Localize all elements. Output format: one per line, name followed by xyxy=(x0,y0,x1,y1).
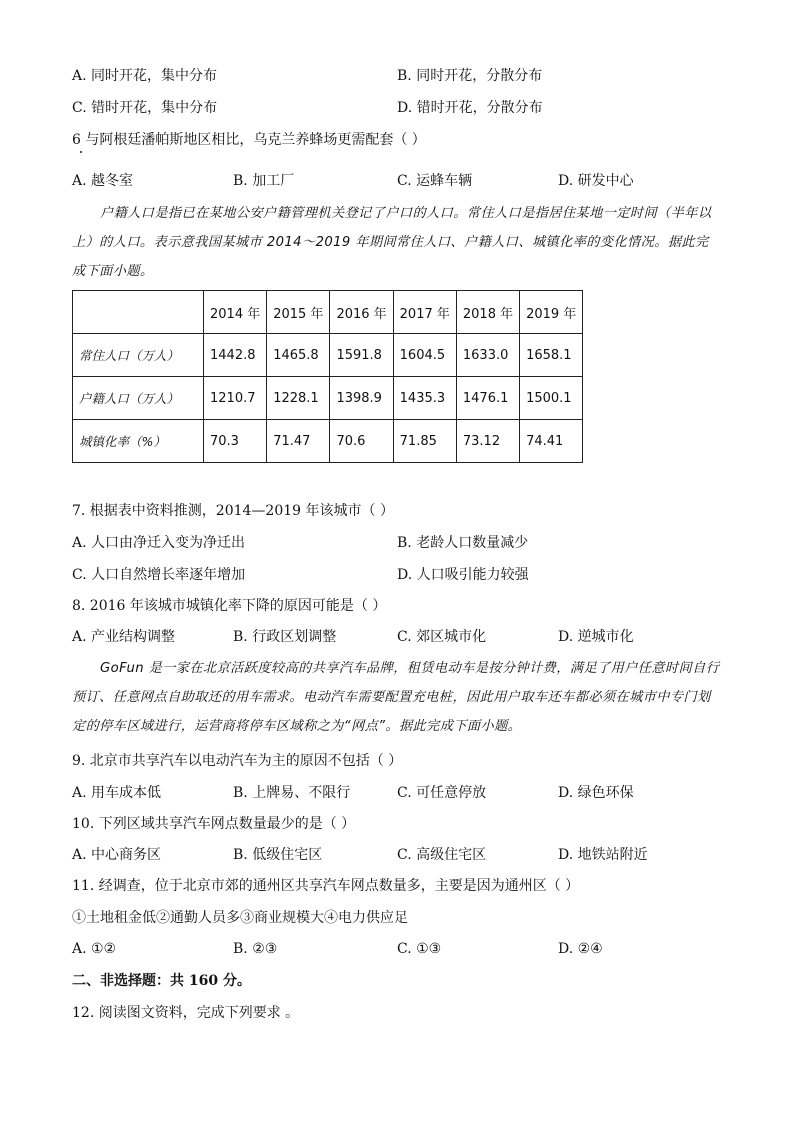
table-cell: 1476.1 xyxy=(456,377,519,420)
table-cell: 1591.8 xyxy=(330,334,393,377)
table-cell: 1435.3 xyxy=(393,377,456,420)
q9-stem: 9. 北京市共享汽车以电动汽车为主的原因不包括（ ） xyxy=(72,753,403,769)
table-row-label: 户籍人口（万人） xyxy=(73,377,204,420)
q5-option-c: C. 错时开花，集中分布 xyxy=(72,100,218,116)
q9-option-b: B. 上牌易、不限行 xyxy=(233,785,351,801)
table-header-cell: 2014 年 xyxy=(204,291,267,334)
q8-stem: 8. 2016 年该城市城镇化率下降的原因可能是（ ） xyxy=(72,598,387,614)
table-corner-cell xyxy=(73,291,204,334)
q6-stem: 6 与阿根廷潘帕斯地区相比，乌克兰养蜂场更需配套（ ） xyxy=(72,132,426,148)
table-cell: 74.41 xyxy=(520,420,583,463)
q6-option-b: B. 加工厂 xyxy=(233,173,295,189)
q6-option-c: C. 运蜂车辆 xyxy=(397,173,473,189)
q11-stem: 11. 经调查，位于北京市郊的通州区共享汽车网点数量多，主要是因为通州区（ ） xyxy=(72,878,580,894)
table-cell: 1465.8 xyxy=(267,334,330,377)
q8-option-a: A. 产业结构调整 xyxy=(72,629,176,645)
table-cell: 70.3 xyxy=(204,420,267,463)
q12-stem: 12. 阅读图文资料，完成下列要求 。 xyxy=(72,1005,300,1021)
q6-option-d: D. 研发中心 xyxy=(558,173,634,189)
population-table xyxy=(72,290,583,463)
q9-option-d: D. 绿色环保 xyxy=(558,785,634,801)
table-cell: 1500.1 xyxy=(520,377,583,420)
q10-stem: 10. 下列区域共享汽车网点数量最少的是（ ） xyxy=(72,816,356,832)
q9-option-c: C. 可任意停放 xyxy=(397,785,487,801)
table-cell: 1604.5 xyxy=(393,334,456,377)
q10-option-d: D. 地铁站附近 xyxy=(558,847,648,863)
section-heading: 二、非选择题：共 160 分。 xyxy=(72,973,251,989)
table-row-label: 常住人口（万人） xyxy=(73,334,204,377)
table-header-cell: 2019 年 xyxy=(520,291,583,334)
q7-option-d: D. 人口吸引能力较强 xyxy=(397,567,529,583)
table-cell: 1398.9 xyxy=(330,377,393,420)
table-row xyxy=(73,420,583,463)
table-row-label: 城镇化率（%） xyxy=(73,420,204,463)
q7-stem: 7. 根据表中资料推测，2014—2019 年该城市（ ） xyxy=(72,503,394,519)
table-cell: 1633.0 xyxy=(456,334,519,377)
table-header-row xyxy=(73,291,583,334)
q11-option-d: D. ②④ xyxy=(558,941,603,957)
passage-gofun: GoFun 是一家在北京活跃度较高的共享汽车品牌，租赁电动车是按分钟计费，满足了用户任意时间自行预订、任意网点自助取还的用车需求。电动汽车需要配置充电桩，因此用户取车还车都必须在城市中专门划定的停车区域进行，运营商将停车区域称之为“网点”。据此完成下面小题。 xyxy=(72,661,720,734)
table-header-cell: 2017 年 xyxy=(393,291,456,334)
table-row xyxy=(73,377,583,420)
table-header-cell: 2018 年 xyxy=(456,291,519,334)
table-cell: 1210.7 xyxy=(204,377,267,420)
table-row xyxy=(73,334,583,377)
q5-option-d: D. 错时开花，分散分布 xyxy=(397,100,543,116)
table-cell: 73.12 xyxy=(456,420,519,463)
table-header-cell: 2016 年 xyxy=(330,291,393,334)
q7-option-a: A. 人口由净迁入变为净迁出 xyxy=(72,535,246,551)
table-cell: 71.85 xyxy=(393,420,456,463)
passage-population: 户籍人口是指已在某地公安户籍管理机关登记了户口的人口。常住人口是指居住某地一定时间（半年以上）的人口。表示意我国某城市 2014～2019 年期间常住人口、户籍人口、城镇化率的变化情况。据此完成下面小题。 xyxy=(72,206,712,279)
table-cell: 1228.1 xyxy=(267,377,330,420)
q6-option-a: A. 越冬室 xyxy=(72,173,134,189)
q8-option-b: B. 行政区划调整 xyxy=(233,629,337,645)
q5-option-a: A. 同时开花，集中分布 xyxy=(72,68,218,84)
q10-option-a: A. 中心商务区 xyxy=(72,847,162,863)
q10-option-c: C. 高级住宅区 xyxy=(397,847,487,863)
table-cell: 1658.1 xyxy=(520,334,583,377)
q7-option-b: B. 老龄人口数量减少 xyxy=(397,535,529,551)
table-cell: 1442.8 xyxy=(204,334,267,377)
table-cell: 70.6 xyxy=(330,420,393,463)
q11-option-b: B. ②③ xyxy=(233,941,278,957)
q11-option-a: A. ①② xyxy=(72,941,117,957)
table-cell: 71.47 xyxy=(267,420,330,463)
table-header-cell: 2015 年 xyxy=(267,291,330,334)
q8-option-d: D. 逆城市化 xyxy=(558,629,634,645)
q8-option-c: C. 郊区城市化 xyxy=(397,629,487,645)
q9-option-a: A. 用车成本低 xyxy=(72,785,162,801)
q5-option-b: B. 同时开花，分散分布 xyxy=(397,68,543,84)
q11-option-c: C. ①③ xyxy=(397,941,442,957)
stray-dot xyxy=(80,151,82,153)
q11-statements: ①土地租金低②通勤人员多③商业规模大④电力供应足 xyxy=(72,910,408,926)
q10-option-b: B. 低级住宅区 xyxy=(233,847,323,863)
q7-option-c: C. 人口自然增长率逐年增加 xyxy=(72,567,246,583)
